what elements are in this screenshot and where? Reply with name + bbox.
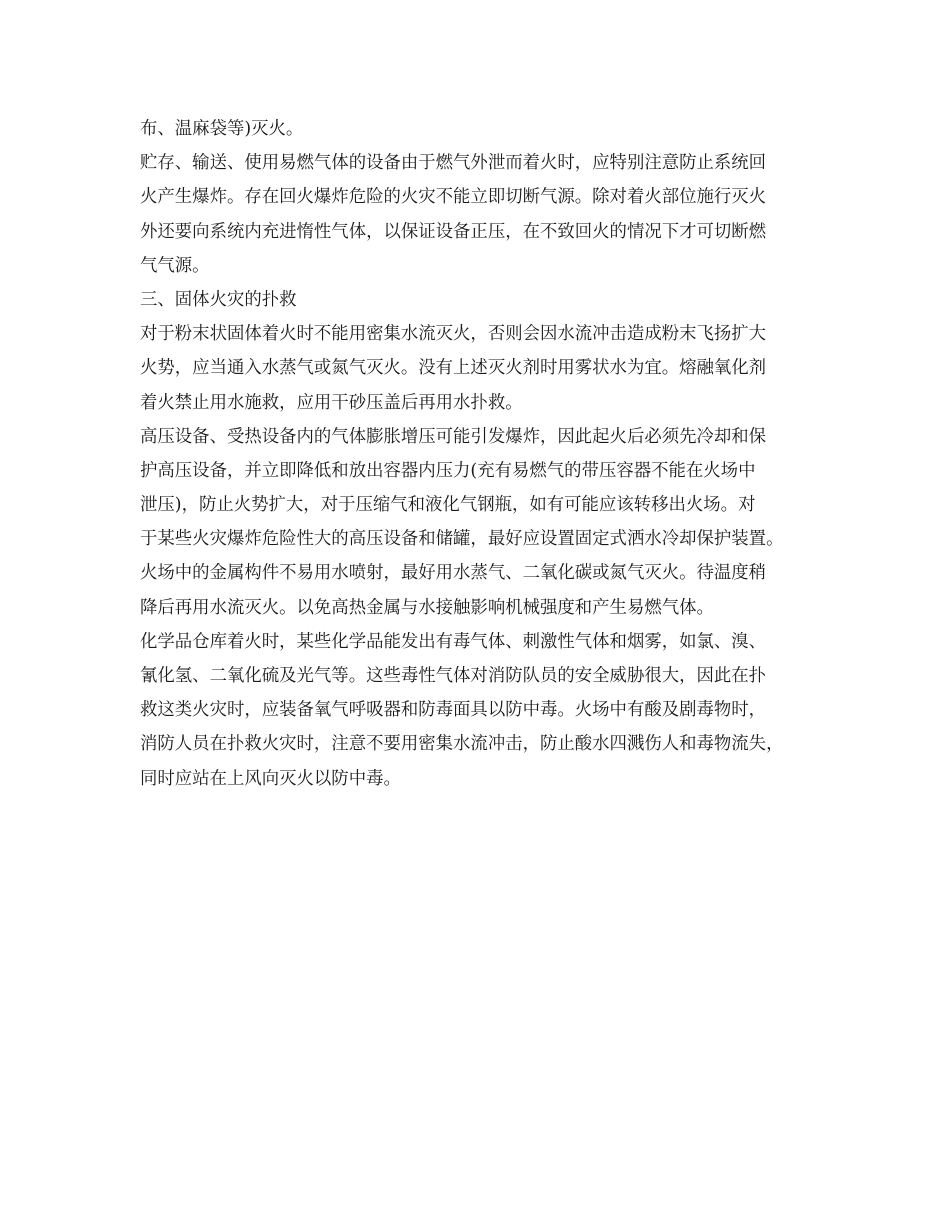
text-line: 火产生爆炸。存在回火爆炸危险的火灾不能立即切断气源。除对着火部位施行灭火 xyxy=(140,187,767,208)
text-line: 布、温麻袋等)灭火。 xyxy=(140,119,304,139)
text-line: 泄压)，防止火势扩大，对于压缩气和液化气钢瓶，如有可能应该转移出火场。对 xyxy=(140,495,756,516)
text-line: 高压设备、受热设备内的气体膨胀增压可能引发爆炸，因此起火后必须先冷却和保 xyxy=(140,426,767,447)
text-line: 同时应站在上风向灭火以防中毒。 xyxy=(140,768,401,789)
text-line: 对于粉末状固体着火时不能用密集水流灭火，否则会因水流冲击造成粉末飞扬扩大 xyxy=(140,324,767,345)
text-line: 救这类火灾时，应装备氧气呼吸器和防毒面具以防中毒。火场中有酸及剧毒物时， xyxy=(140,700,767,721)
text-line: 着火禁止用水施救，应用干砂压盖后再用水扑救。 xyxy=(140,392,523,413)
text-line: 气气源。 xyxy=(140,255,210,276)
text-line: 消防人员在扑救火灾时，注意不要用密集水流冲击，防止酸水四溅伤人和毒物流失， xyxy=(140,734,784,755)
text-line: 外还要向系统内充进惰性气体，以保证设备正压，在不致回火的情况下才可切断燃 xyxy=(140,221,767,242)
document-body xyxy=(140,112,820,796)
text-line: 护高压设备，并立即降低和放出容器内压力(充有易燃气的带压容器不能在火场中 xyxy=(140,460,756,481)
text-line: 化学品仓库着火时，某些化学品能发出有毒气体、刺激性气体和烟雾，如氯、溴、 xyxy=(140,631,767,652)
text-line: 降后再用水流灭火。以免高热金属与水接触影响机械强度和产生易燃气体。 xyxy=(140,597,714,618)
section-heading: 三、固体火灾的扑救 xyxy=(140,289,297,310)
text-line: 氰化氢、二氧化硫及光气等。这些毒性气体对消防队员的安全威胁很大，因此在扑 xyxy=(140,666,767,686)
text-line: 火势，应当通入水蒸气或氮气灭火。没有上述灭火剂时用雾状水为宜。熔融氧化剂 xyxy=(140,358,767,379)
text-line: 贮存、输送、使用易燃气体的设备由于燃气外泄而着火时，应特别注意防止系统回 xyxy=(140,153,767,174)
text-line: 于某些火灾爆炸危险性大的高压设备和储罐，最好应设置固定式洒水冷却保护装置。 xyxy=(140,529,784,550)
text-line: 火场中的金属构件不易用水喷射，最好用水蒸气、二氧化碳或氮气灭火。待温度稍 xyxy=(140,563,767,584)
